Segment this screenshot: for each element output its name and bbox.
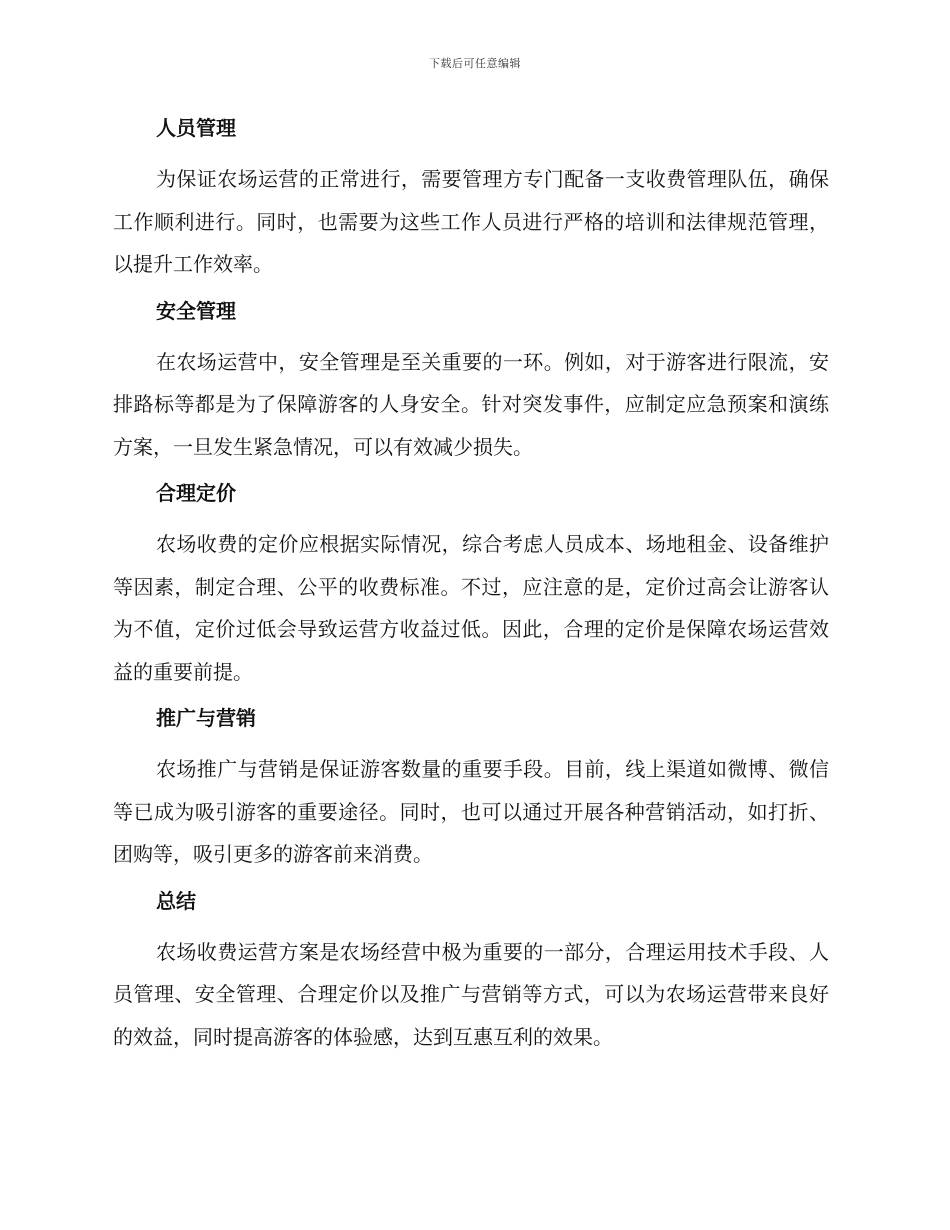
section-safety-management <box>113 291 829 469</box>
section-paragraph: 农场推广与营销是保证游客数量的重要手段。目前，线上渠道如微博、微信等已成为吸引游客的重要途径。同时，也可以通过开展各种营销活动，如打折、团购等，吸引更多的游客前来消费。 <box>113 757 829 866</box>
page-header-note: 下载后可任意编辑 <box>429 57 521 70</box>
section-heading: 推广与营销 <box>156 706 256 730</box>
section-personnel-management <box>113 108 829 286</box>
section-heading: 合理定价 <box>156 481 236 505</box>
section-paragraph: 为保证农场运营的正常进行，需要管理方专门配备一支收费管理队伍，确保工作顺利进行。同时，也需要为这些工作人员进行严格的培训和法律规范管理，以提升工作效率。 <box>113 167 829 276</box>
section-heading: 总结 <box>156 888 196 913</box>
section-paragraph: 在农场运营中，安全管理是至关重要的一环。例如，对于游客进行限流，安排路标等都是为了保障游客的人身安全。针对突发事件，应制定应急预案和演练方案，一旦发生紧急情况，可以有效减少损失。 <box>113 349 829 459</box>
section-paragraph: 农场收费的定价应根据实际情况，综合考虑人员成本、场地租金、设备维护等因素，制定合理、公平的收费标准。不过，应注意的是，定价过高会让游客认为不值，定价过低会导致运营方收益过低。因此，合理的定价是保障农场运营效益的重要前提。 <box>113 532 829 684</box>
section-paragraph: 农场收费运营方案是农场经营中极为重要的一部分，合理运用技术手段、人员管理、安全管理、合理定价以及推广与营销等方式，可以为农场运营带来良好的效益，同时提高游客的体验感，达到互惠互利的效果。 <box>113 939 829 1049</box>
section-heading: 安全管理 <box>156 298 236 323</box>
section-heading: 人员管理 <box>156 116 236 140</box>
section-summary <box>113 881 829 1059</box>
section-reasonable-pricing <box>113 473 829 693</box>
document-body <box>113 108 829 1063</box>
section-promotion-marketing <box>113 698 829 876</box>
